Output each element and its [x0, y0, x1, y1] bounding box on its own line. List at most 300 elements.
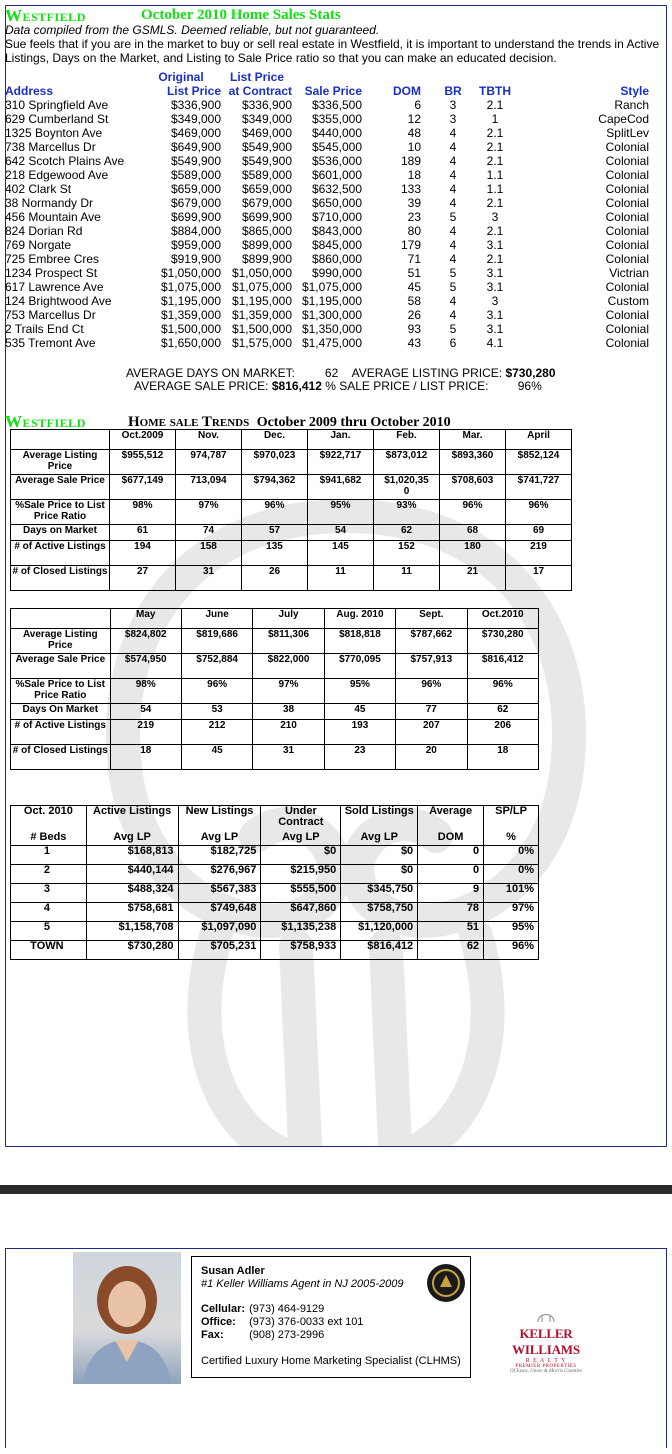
beds-row [11, 922, 539, 941]
sale-row [4, 196, 652, 210]
sale-cell-olp: $919,900 [170, 252, 221, 266]
trend-value-cell: 57 [242, 525, 308, 541]
agent-cell [201, 1303, 324, 1315]
beds-header-cell: New Listings [178, 806, 261, 832]
sale-cell-clp: $1,195,000 [231, 294, 292, 308]
sale-cell-olp: $679,000 [170, 196, 221, 210]
beds-cell: $182,725 [178, 846, 261, 865]
beds-cell: $758,750 [341, 903, 418, 922]
sale-row [4, 238, 652, 252]
kw-counties: Of Essex, Union & Morris Counties [510, 1369, 582, 1374]
trend-row-label: %Sale Price to List Price Ratio [11, 679, 111, 704]
sale-cell-sp: $1,475,000 [301, 336, 362, 350]
report-header [5, 6, 341, 25]
trend-value-cell: 152 [374, 541, 440, 566]
trend-value-cell: 54 [110, 704, 181, 720]
sale-cell-st: CapeCod [598, 112, 649, 126]
sale-cell-clp: $349,000 [241, 112, 292, 126]
sale-cell-olp: $649,900 [170, 140, 221, 154]
sale-cell-st: Colonial [605, 210, 649, 224]
sale-cell-olp: $699,900 [170, 210, 221, 224]
sale-cell-addr: 124 Brightwood Ave [5, 294, 112, 308]
trend-value-cell: 194 [110, 541, 176, 566]
avg-line-2 [134, 379, 542, 393]
trend-value-cell: 53 [181, 704, 252, 720]
beds-cell: $647,860 [261, 903, 341, 922]
sale-cell-tb: 3.1 [486, 266, 504, 280]
trend-value-cell: 97% [176, 500, 242, 525]
beds-cell: $0 [341, 846, 418, 865]
sale-cell-br: 6 [449, 336, 457, 350]
trend-row [11, 450, 572, 475]
beds-cell: $215,950 [261, 865, 341, 884]
agent-contact-card [191, 1256, 471, 1378]
trend-value-cell: 38 [253, 704, 324, 720]
kw-realty: R E A L T Y [525, 1358, 567, 1364]
sale-cell-clp: $1,575,000 [231, 336, 292, 350]
beds-header-cell: Under Contract [261, 806, 341, 832]
beds-row [11, 941, 539, 960]
sale-cell-tb: 2.1 [486, 140, 504, 154]
beds-cell: 3 [11, 884, 87, 903]
sale-cell-sp: $336,500 [311, 98, 362, 112]
sale-cell-sp: $1,350,000 [301, 322, 362, 336]
trend-row-label: Days On Market [11, 704, 111, 720]
sale-cell-clp: $865,000 [241, 224, 292, 238]
cell-label: Cellular: [201, 1303, 246, 1315]
beds-cell: $816,412 [341, 941, 418, 960]
trend-row [11, 525, 572, 541]
divider-bar [0, 1185, 672, 1194]
beds-row [11, 884, 539, 903]
sale-cell-sp: $601,000 [311, 168, 362, 182]
sale-cell-st: Colonial [605, 308, 649, 322]
header-tbth: TBTH [479, 84, 511, 98]
sale-cell-tb: 3.1 [486, 308, 504, 322]
avg-dom-value: 62 [324, 366, 339, 380]
sale-cell-sp: $536,000 [311, 154, 362, 168]
trend-header-row [11, 609, 539, 629]
sale-cell-dom: 26 [407, 308, 421, 322]
sale-cell-br: 4 [449, 238, 457, 252]
beds-subheader-cell: Avg LP [86, 832, 178, 846]
sale-cell-sp: $1,075,000 [301, 280, 362, 294]
trend-value-cell: 98% [110, 500, 176, 525]
sale-cell-st: Custom [607, 294, 649, 308]
intro-text: Sue feels that if you are in the market to buy or sell real estate in Westfield, it is important to understand the trends in Active Listings, Days on the Market, and Listing to Sale Price ratio so that you can make an educated decision. [5, 37, 660, 65]
trend-value-cell: $677,149 [110, 475, 176, 500]
sale-cell-dom: 10 [407, 140, 421, 154]
trend-row-label: # of Closed Listings [11, 745, 111, 770]
sale-cell-addr: 1234 Prospect St [5, 266, 98, 280]
sale-cell-sp: $845,000 [311, 238, 362, 252]
beds-cell: $730,280 [86, 941, 178, 960]
beds-table [10, 805, 539, 960]
agent-name: Susan Adler [201, 1265, 265, 1277]
trend-row [11, 704, 539, 720]
avg-listing-label: AVERAGE LISTING PRICE: [351, 366, 503, 380]
trend-value-cell: 18 [110, 745, 181, 770]
beds-cell: $1,135,238 [261, 922, 341, 941]
sale-cell-sp: $632,500 [311, 182, 362, 196]
sale-cell-br: 4 [449, 224, 457, 238]
sales-header-top [4, 70, 652, 84]
beds-cell: 2 [11, 865, 87, 884]
trend-value-cell: $816,412 [467, 654, 538, 679]
trend-value-cell: $794,362 [242, 475, 308, 500]
sale-cell-st: Colonial [605, 140, 649, 154]
trend-value-cell: $770,095 [324, 654, 395, 679]
trend-value-cell: $752,884 [181, 654, 252, 679]
sale-cell-st: Colonial [605, 168, 649, 182]
sale-row [4, 168, 652, 182]
trend-row-label: # of Active Listings [11, 541, 110, 566]
trend-row [11, 745, 539, 770]
sale-cell-clp: $469,000 [241, 126, 292, 140]
sale-cell-dom: 80 [407, 224, 421, 238]
trend-row [11, 566, 572, 591]
beds-header-cell: SP/LP [484, 806, 539, 832]
sale-cell-clp: $1,075,000 [231, 280, 292, 294]
sale-cell-st: Colonial [605, 336, 649, 350]
sale-cell-sp: $1,300,000 [301, 308, 362, 322]
trend-row-label: Average Sale Price [11, 654, 111, 679]
avg-sale-label: AVERAGE SALE PRICE: [134, 379, 269, 393]
trend-value-cell: 219 [110, 720, 181, 745]
trend-month-header: June [181, 609, 252, 629]
sale-cell-sp: $990,000 [311, 266, 362, 280]
sale-cell-tb: 2.1 [486, 154, 504, 168]
sale-cell-st: Ranch [614, 98, 649, 112]
sale-cell-br: 5 [449, 210, 457, 224]
trend-row-label: Days on Market [11, 525, 110, 541]
beds-cell: 5 [11, 922, 87, 941]
report-title: October 2010 Home Sales Stats [141, 7, 341, 23]
sale-cell-dom: 48 [407, 126, 421, 140]
beds-cell: 78 [418, 903, 484, 922]
trend-value-cell: $1,020,35 0 [374, 475, 440, 500]
sale-cell-olp: $1,075,000 [160, 280, 221, 294]
beds-cell: TOWN [11, 941, 87, 960]
sale-cell-br: 4 [449, 154, 457, 168]
trend-value-cell: 54 [308, 525, 374, 541]
sale-cell-sp: $440,000 [311, 126, 362, 140]
beds-cell: 51 [418, 922, 484, 941]
office-label: Office: [201, 1316, 236, 1328]
sale-cell-clp: $1,050,000 [231, 266, 292, 280]
beds-cell: $276,967 [178, 865, 261, 884]
header-address: Address [5, 84, 54, 98]
sale-cell-olp: $1,650,000 [160, 336, 221, 350]
sale-cell-tb: 3.1 [486, 280, 504, 294]
trend-month-header: April [506, 430, 572, 450]
trend-value-cell: 212 [181, 720, 252, 745]
sale-cell-clp: $899,900 [241, 252, 292, 266]
beds-cell: 62 [418, 941, 484, 960]
trend-table-2 [10, 608, 539, 770]
sale-cell-clp: $1,500,000 [231, 322, 292, 336]
sale-cell-addr: 456 Mountain Ave [5, 210, 101, 224]
trend-month-header: Mar. [440, 430, 506, 450]
sale-cell-br: 5 [449, 266, 457, 280]
sale-row [4, 112, 652, 126]
sale-cell-clp: $549,900 [241, 140, 292, 154]
sale-row [4, 294, 652, 308]
sale-cell-dom: 189 [400, 154, 421, 168]
fax-label: Fax: [201, 1329, 224, 1341]
trend-value-cell: 206 [467, 720, 538, 745]
trend-value-cell: 62 [374, 525, 440, 541]
trend-value-cell: 207 [396, 720, 467, 745]
sale-cell-olp: $336,900 [170, 98, 221, 112]
header-dom: DOM [393, 84, 421, 98]
sale-cell-dom: 18 [407, 168, 421, 182]
trend-value-cell: $787,662 [396, 629, 467, 654]
sale-cell-dom: 6 [414, 98, 421, 112]
trend-value-cell: $708,603 [440, 475, 506, 500]
sale-cell-dom: 45 [407, 280, 421, 294]
sale-cell-dom: 93 [407, 322, 421, 336]
trend-row [11, 541, 572, 566]
trend-value-cell: $574,950 [110, 654, 181, 679]
trend-value-cell: 18 [467, 745, 538, 770]
sale-cell-st: Colonial [605, 224, 649, 238]
sale-row [4, 182, 652, 196]
avg-line-1 [126, 366, 556, 380]
sale-cell-dom: 51 [407, 266, 421, 280]
trend-value-cell: $852,124 [506, 450, 572, 475]
sale-cell-st: Colonial [605, 252, 649, 266]
sale-cell-addr: 1325 Boynton Ave [5, 126, 103, 140]
sale-cell-olp: $1,195,000 [160, 294, 221, 308]
trend-month-header: Oct.2010 [467, 609, 538, 629]
trend-value-cell: 97% [253, 679, 324, 704]
sale-cell-sp: $545,000 [311, 140, 362, 154]
header-sale-price: Sale Price [304, 84, 362, 98]
avg-ratio-value: 96% [517, 379, 542, 393]
trend-value-cell: 45 [181, 745, 252, 770]
kw-name: KELLER WILLIAMS [512, 1326, 580, 1357]
trend-row-label: Average Listing Price [11, 629, 111, 654]
trend-value-cell: 77 [396, 704, 467, 720]
trend-row [11, 720, 539, 745]
beds-row [11, 846, 539, 865]
trend-value-cell: 11 [374, 566, 440, 591]
sale-cell-clp: $549,900 [241, 154, 292, 168]
beds-subheader-cell: Avg LP [341, 832, 418, 846]
trend-month-header: July [253, 609, 324, 629]
sale-cell-tb: 3 [491, 210, 499, 224]
trend-value-cell: 27 [110, 566, 176, 591]
sale-cell-clp: $679,000 [241, 196, 292, 210]
trend-value-cell: 98% [110, 679, 181, 704]
sale-cell-addr: 629 Cumberland St [5, 112, 109, 126]
sale-cell-br: 4 [449, 140, 457, 154]
sale-cell-addr: 38 Normandy Dr [5, 196, 94, 210]
agent-fax [201, 1329, 324, 1341]
sale-row [4, 252, 652, 266]
trend-value-cell: $970,023 [242, 450, 308, 475]
agent-office [201, 1316, 363, 1328]
sale-cell-addr: 642 Scotch Plains Ave [5, 154, 125, 168]
cell-number[interactable]: (973) 464-9129 [249, 1303, 325, 1315]
award-seal-icon [426, 1263, 466, 1303]
beds-cell: 0% [484, 846, 539, 865]
header-at-contract: at Contract [228, 84, 292, 98]
trend-value-cell: 95% [324, 679, 395, 704]
sales-header [4, 84, 652, 98]
beds-cell: 101% [484, 884, 539, 903]
trend-value-cell: 69 [506, 525, 572, 541]
beds-row [11, 903, 539, 922]
sale-cell-dom: 43 [407, 336, 421, 350]
trend-value-cell: 31 [176, 566, 242, 591]
header-original: Original [158, 70, 204, 84]
trend-value-cell: 158 [176, 541, 242, 566]
trend-value-cell: 61 [110, 525, 176, 541]
sale-cell-tb: 2.1 [486, 252, 504, 266]
sale-cell-br: 5 [449, 280, 457, 294]
trend-table-1 [10, 429, 572, 591]
kw-premier: PREMIER PROPERTIES [515, 1364, 577, 1369]
sale-cell-clp: $659,000 [241, 182, 292, 196]
sale-cell-addr: 2 Trails End Ct [5, 322, 84, 336]
sale-cell-tb: 1 [491, 112, 499, 126]
sale-cell-tb: 3.1 [486, 322, 504, 336]
sale-cell-br: 4 [449, 126, 457, 140]
sale-row [4, 210, 652, 224]
sale-cell-br: 4 [449, 252, 457, 266]
trend-value-cell: $893,360 [440, 450, 506, 475]
trend-value-cell: 96% [181, 679, 252, 704]
sale-cell-sp: $650,000 [311, 196, 362, 210]
sale-cell-clp: $589,000 [241, 168, 292, 182]
sale-cell-st: Victrian [609, 266, 649, 280]
trend-value-cell: 93% [374, 500, 440, 525]
trend-value-cell: $824,802 [110, 629, 181, 654]
sale-cell-sp: $710,000 [311, 210, 362, 224]
sales-table [4, 70, 652, 350]
beds-cell: 0 [418, 865, 484, 884]
beds-subheader-cell: Avg LP [261, 832, 341, 846]
beds-cell: 97% [484, 903, 539, 922]
trends-brand: Westfield [5, 412, 86, 431]
beds-cell: 1 [11, 846, 87, 865]
beds-subheader-cell: % [484, 832, 539, 846]
sale-row [4, 140, 652, 154]
sale-cell-st: Colonial [605, 238, 649, 252]
sale-row [4, 280, 652, 294]
beds-cell: $0 [261, 846, 341, 865]
sale-cell-br: 4 [449, 182, 457, 196]
disclaimer-text: Data compiled from the GSMLS. Deemed reliable, but not guaranteed. [5, 23, 380, 37]
sale-cell-dom: 133 [400, 182, 421, 196]
trend-month-header: Jan. [308, 430, 374, 450]
trend-value-cell: 96% [242, 500, 308, 525]
trend-value-cell: 26 [242, 566, 308, 591]
fax-number: (908) 273-2996 [249, 1329, 325, 1341]
beds-cell: $567,383 [178, 884, 261, 903]
sale-cell-tb: 2.1 [486, 126, 504, 140]
header-list-price: List Price [229, 70, 285, 84]
trend-value-cell: $819,686 [181, 629, 252, 654]
sale-row [4, 126, 652, 140]
agent-photo [73, 1252, 181, 1384]
trends-title-text: Home sale Trends [128, 414, 250, 430]
sale-cell-br: 4 [449, 196, 457, 210]
sale-cell-clp: $336,900 [241, 98, 292, 112]
trend-value-cell: $730,280 [467, 629, 538, 654]
sale-cell-addr: 535 Tremont Ave [5, 336, 96, 350]
trend-value-cell: $955,512 [110, 450, 176, 475]
trend-row [11, 500, 572, 525]
trend-value-cell: $922,717 [308, 450, 374, 475]
agent-certification: Certified Luxury Home Marketing Specialist (CLHMS) [201, 1355, 461, 1367]
trend-row-label: # of Active Listings [11, 720, 111, 745]
beds-cell: $1,120,000 [341, 922, 418, 941]
trend-value-cell: 96% [467, 679, 538, 704]
trend-value-cell: 145 [308, 541, 374, 566]
beds-cell: $1,097,090 [178, 922, 261, 941]
sale-row [4, 98, 652, 112]
beds-cell: $168,813 [86, 846, 178, 865]
sale-cell-clp: $699,900 [241, 210, 292, 224]
sale-cell-dom: 71 [407, 252, 421, 266]
trend-value-cell: 180 [440, 541, 506, 566]
sale-cell-sp: $1,195,000 [301, 294, 362, 308]
sale-row [4, 336, 652, 350]
trend-value-cell: 17 [506, 566, 572, 591]
beds-subheader-cell: DOM [418, 832, 484, 846]
beds-cell: 96% [484, 941, 539, 960]
sale-cell-dom: 12 [407, 112, 421, 126]
sale-cell-br: 4 [449, 294, 457, 308]
trend-value-cell: 96% [506, 500, 572, 525]
trend-row [11, 475, 572, 500]
sale-cell-br: 3 [449, 98, 457, 112]
beds-cell: $488,324 [86, 884, 178, 903]
trend-month-header: May [110, 609, 181, 629]
trend-value-cell: $757,913 [396, 654, 467, 679]
trend-value-cell: 219 [506, 541, 572, 566]
sale-cell-dom: 58 [407, 294, 421, 308]
trend-row [11, 654, 539, 679]
trend-row-label: # of Closed Listings [11, 566, 110, 591]
avg-listing-value: $730,280 [505, 366, 556, 380]
sale-row [4, 154, 652, 168]
office-number[interactable]: (973) 376-0033 ext 101 [249, 1316, 364, 1328]
sale-cell-sp: $843,000 [311, 224, 362, 238]
header-br: BR [444, 84, 462, 98]
sale-cell-sp: $860,000 [311, 252, 362, 266]
trend-value-cell: 20 [396, 745, 467, 770]
sale-cell-olp: $589,000 [170, 168, 221, 182]
trend-row-label: Average Listing Price [11, 450, 110, 475]
trend-value-cell: 135 [242, 541, 308, 566]
sale-cell-addr: 310 Springfield Ave [5, 98, 109, 112]
trend-value-cell: 23 [324, 745, 395, 770]
beds-cell: $758,933 [261, 941, 341, 960]
sale-cell-olp: $1,050,000 [160, 266, 221, 280]
sale-cell-addr: 824 Dorian Rd [5, 224, 83, 238]
avg-ratio-label: % SALE PRICE / LIST PRICE: [325, 379, 489, 393]
beds-cell: 9 [418, 884, 484, 903]
trend-value-cell: 74 [176, 525, 242, 541]
beds-cell: $555,500 [261, 884, 341, 903]
trend-value-cell: 11 [308, 566, 374, 591]
sale-cell-tb: 4.1 [486, 336, 504, 350]
sale-cell-olp: $884,000 [170, 224, 221, 238]
